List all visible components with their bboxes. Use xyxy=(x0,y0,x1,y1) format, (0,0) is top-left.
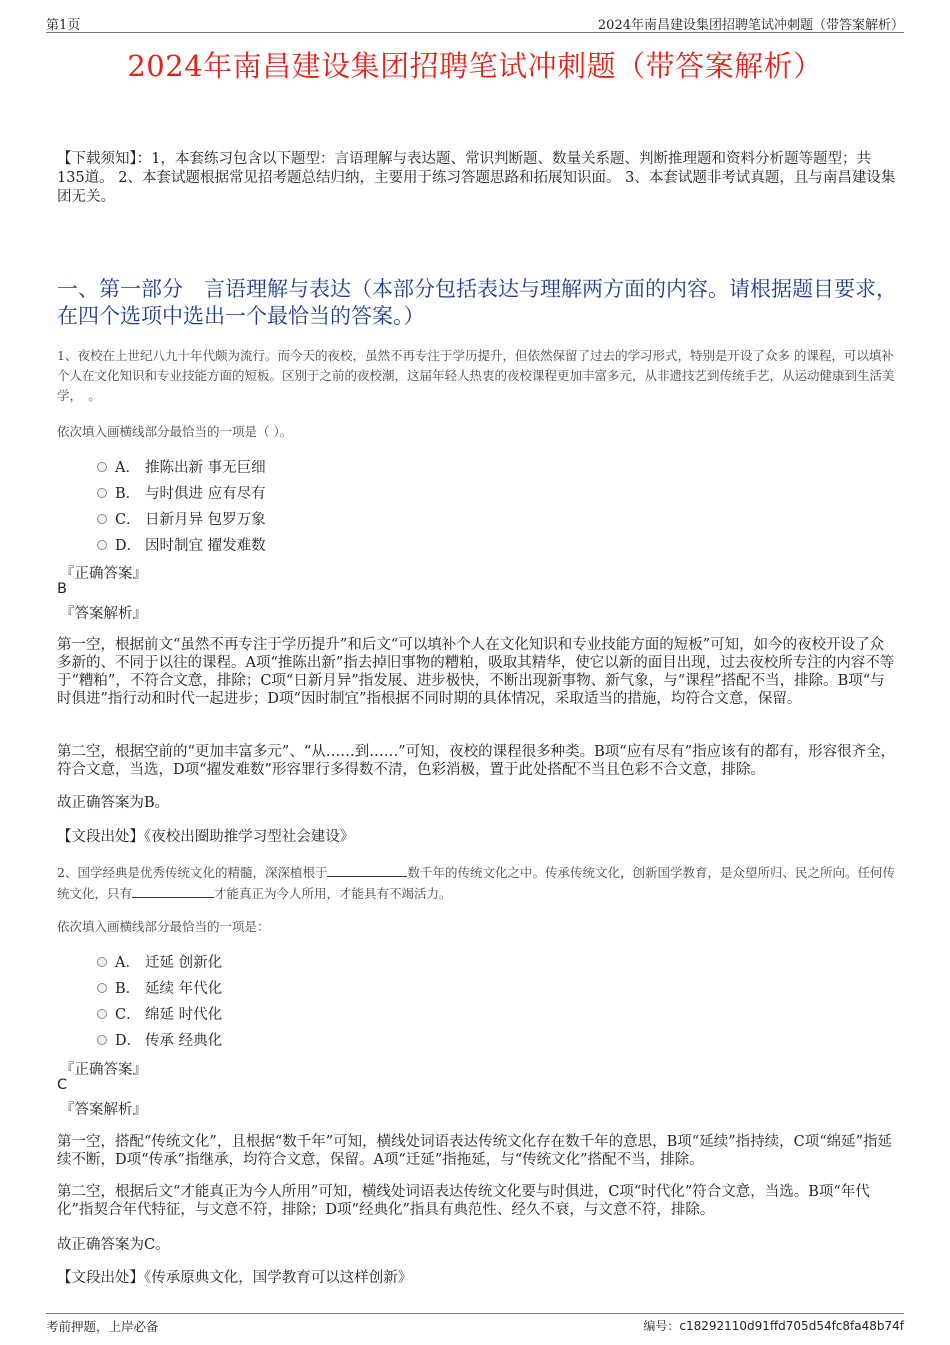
option-d[interactable]: D． 因时制宜 擢发难数 xyxy=(97,531,266,557)
analysis-label: 『答案解析』 xyxy=(60,1102,147,1118)
radio-icon[interactable] xyxy=(97,540,107,550)
download-notice: 【下载须知】：1，本套练习包含以下题型：言语理解与表达题、常识判断题、数量关系题、判断推理题和资料分析题等题型；共135道。 2、本套试题根据常见招考题总结归纳，主要用于练习答题思路和拓展知识面。 3、本套试题非考试真题，且与南昌建设集团无关。 xyxy=(57,151,896,205)
correct-answer: C xyxy=(57,1077,68,1093)
radio-icon[interactable] xyxy=(97,514,107,524)
question-2-options xyxy=(97,948,222,1052)
option-d[interactable]: D． 传承 经典化 xyxy=(97,1026,222,1052)
analysis-paragraph-1: 第一空，根据前文“虽然不再专注于学历提升”和后文“可以填补个人在文化知识和专业技能方面的短板”可知，如今的夜校开设了众多新的、不同于以往的课程。A项“推陈出新”指去掉旧事物的糟粕，吸取其精华，使它以新的面目出现，过去夜校所专注的内容不等于“糟粕”，不符合文意，排除；C项“日新月异”指发展、进步极快，不断出现新事物、新气象，与“课程”搭配不当，排除。B项“与时俱进”指行动和时代一起进步；D项“因时制宜”指根据不同时期的具体情况，采取适当的措施，均符合文意，保留。 xyxy=(57,637,895,707)
fill-blank xyxy=(327,862,407,877)
passage-source: 【文段出处】《夜校出圈助推学习型社会建设》 xyxy=(57,829,355,845)
option-c[interactable]: C． 日新月异 包罗万象 xyxy=(97,505,266,531)
radio-icon[interactable] xyxy=(97,1009,107,1019)
question-2-prompt: 依次填入画横线部分最恰当的一项是： xyxy=(57,919,270,934)
question-1-prompt: 依次填入画横线部分最恰当的一项是（ ）。 xyxy=(57,424,293,439)
passage-source: 【文段出处】《传承原典文化，国学教育可以这样创新》 xyxy=(57,1270,413,1286)
analysis-paragraph-2: 第二空，根据后文“才能真正为今人所用”可知，横线处词语表达传统文化要与时俱进，C项“时代化”符合文意，当选。B项“年代化”指契合年代特征，与文意不符，排除；D项“经典化”指具有典范性、经久不衰，与文意不符，排除。 xyxy=(57,1184,870,1218)
correct-answer-label: 『正确答案』 xyxy=(60,566,147,582)
option-c[interactable]: C． 绵延 时代化 xyxy=(97,1000,222,1026)
fill-blank xyxy=(132,883,214,898)
analysis-paragraph-2: 第二空，根据空前的“更加丰富多元”、“从……到……”可知，夜校的课程很多种类。B项“应有尽有”指应该有的都有，形容很齐全，符合文意，当选，D项“擢发难数”形容罪行多得数不清，色彩消极，置于此处搭配不当且色彩不合文意，排除。 xyxy=(57,744,896,778)
conclusion: 故正确答案为C。 xyxy=(57,1237,170,1253)
option-a[interactable]: A． 迁延 创新化 xyxy=(97,948,222,974)
footer-slogan: 考前押题，上岸必备 xyxy=(46,1319,159,1334)
page-number: 第1页 xyxy=(46,18,81,33)
option-b[interactable]: B． 与时俱进 应有尽有 xyxy=(97,479,266,505)
option-a[interactable]: A． 推陈出新 事无巨细 xyxy=(97,453,266,479)
question-1-text: 1、夜校在上世纪八九十年代颇为流行。而今天的夜校，虽然不再专注于学历提升，但依然保留了过去的学习形式，特别是开设了众多 的课程，可以填补个人在文化知识和专业技能方面的短板。区别于之前的夜校潮，这届年轻人热衷的夜校课程更加丰富多元，从非遗技艺到传统手艺，从运动健康到生活美学， 。 xyxy=(57,348,895,403)
radio-icon[interactable] xyxy=(97,983,107,993)
correct-answer-label: 『正确答案』 xyxy=(60,1062,147,1078)
question-1-options xyxy=(97,453,266,557)
header-doc-title: 2024年南昌建设集团招聘笔试冲刺题（带答案解析） xyxy=(597,18,904,33)
section-title: 一、第一部分 言语理解与表达（本部分包括表达与理解两方面的内容。请根据题目要求，在四个选项中选出一个最恰当的答案。） xyxy=(57,277,897,328)
option-b[interactable]: B． 延续 年代化 xyxy=(97,974,222,1000)
radio-icon[interactable] xyxy=(97,1035,107,1045)
correct-answer: B xyxy=(57,581,67,597)
radio-icon[interactable] xyxy=(97,488,107,498)
analysis-label: 『答案解析』 xyxy=(60,606,147,622)
radio-icon[interactable] xyxy=(97,957,107,967)
question-2-text: 2、国学经典是优秀传统文化的精髓，深深植根于 数千年的传统文化之中。传承传统文化，创新国学教育，是众望所归、民之所向。任何传统文化，只有 才能真正为今人所用，才能具有不竭活力。 xyxy=(57,862,898,904)
page-header xyxy=(46,14,904,33)
page-footer xyxy=(46,1313,904,1334)
analysis-paragraph-1: 第一空，搭配“传统文化”，且根据“数千年”可知，横线处词语表达传统文化存在数千年的意思，B项“延续”指持续，C项“绵延”指延续不断，D项“传承”指继承，均符合文意，保留。A项“迁延”指拖延，与“传统文化”搭配不当，排除。 xyxy=(57,1134,893,1168)
conclusion: 故正确答案为B。 xyxy=(57,795,170,811)
document-title: 2024年南昌建设集团招聘笔试冲刺题（带答案解析） xyxy=(127,49,823,83)
document-id: 编号：c18292110d91ffd705d54fc8fa48b74f xyxy=(643,1319,904,1333)
radio-icon[interactable] xyxy=(97,462,107,472)
